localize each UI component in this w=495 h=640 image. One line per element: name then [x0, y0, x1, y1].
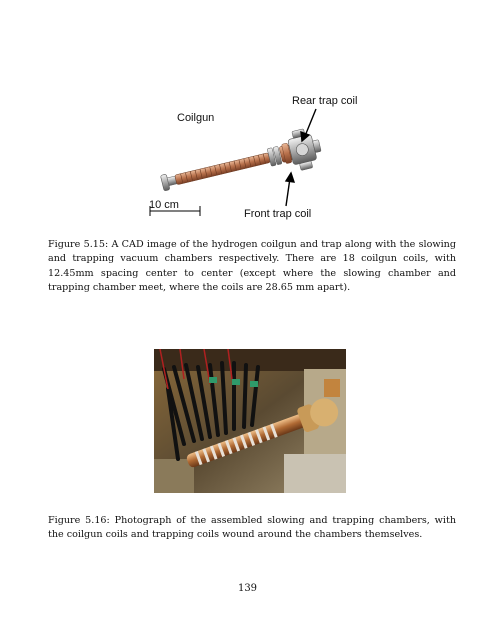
coilgun-label: Coilgun: [177, 112, 215, 124]
front-trap-coil-label: Front trap coil: [244, 208, 312, 220]
figure-515-caption: Figure 5.15: A CAD image of the hydrogen coilgun and trap along with the slowing and trapping vacuum chambers respectively. There are 18 coilgun coils, with 12.45mm spacing center to center (except where the slowing chamber and trapping chamber meet, where the coils are 28.65 mm apart).: [48, 239, 456, 294]
scale-bar-label: 10 cm: [149, 199, 179, 211]
figure-516-caption: Figure 5.16: Photograph of the assembled slowing and trapping chambers, with the coilgun coils and trapping coils wound around the chambers themselves.: [48, 515, 456, 541]
assembly-photo: [154, 349, 346, 493]
page-number: 139: [237, 583, 258, 594]
rear-trap-coil-label: Rear trap coil: [292, 95, 358, 107]
